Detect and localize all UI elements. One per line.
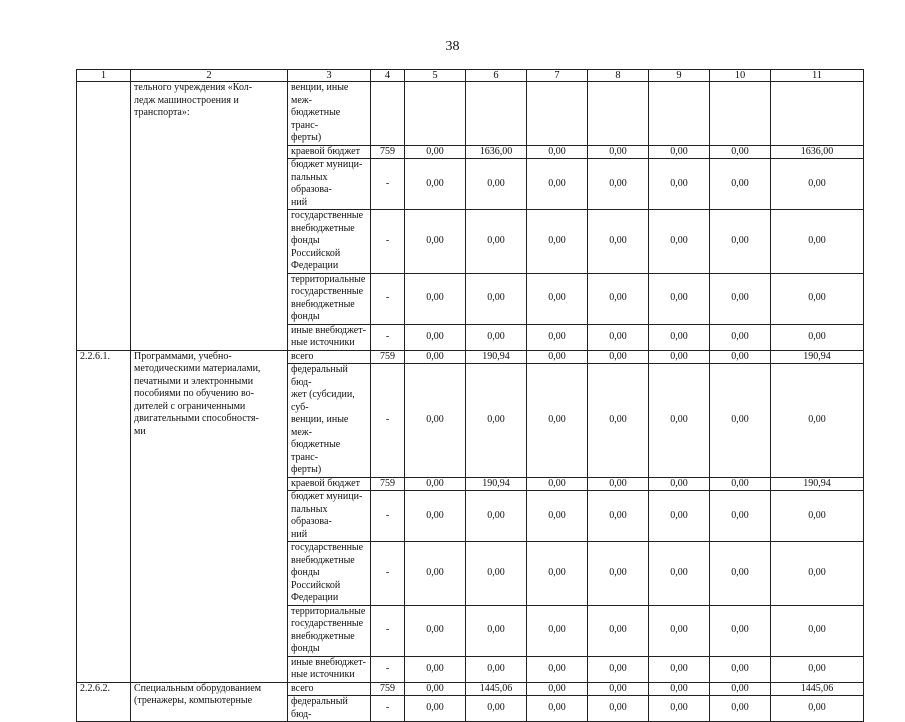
cell-amount: 0,00 [710, 145, 771, 159]
table-row [77, 350, 864, 364]
cell-amount: 0,00 [527, 656, 588, 682]
cell-amount [771, 82, 864, 146]
item-name: Специальным оборудованием (тренажеры, компьютерные [131, 682, 288, 722]
cell-amount: 0,00 [649, 273, 710, 324]
cell-amount: 0,00 [588, 682, 649, 696]
funding-source: всего [288, 682, 371, 696]
cell-amount: 0,00 [649, 159, 710, 210]
funding-source: территориальные государственные внебюджетные фонды [288, 605, 371, 656]
funding-source: краевой бюджет [288, 477, 371, 491]
cell-amount: 0,00 [588, 696, 649, 722]
header-row [77, 70, 864, 82]
funding-source: государственные внебюджетные фонды Российской Федерации [288, 210, 371, 274]
cell-amount: 0,00 [527, 696, 588, 722]
table-row [77, 682, 864, 696]
cell-amount: 0,00 [710, 682, 771, 696]
cell-amount: 0,00 [588, 605, 649, 656]
cell-amount: 0,00 [710, 605, 771, 656]
cell-amount: 0,00 [649, 324, 710, 350]
cell-amount: 0,00 [405, 350, 466, 364]
cell-amount: 0,00 [405, 324, 466, 350]
budget-table [76, 69, 864, 722]
item-name: тельного учреждения «Кол- ледж машиностроения и транспорта»: [131, 82, 288, 351]
cell-amount: 0,00 [649, 210, 710, 274]
cell-amount: 0,00 [405, 682, 466, 696]
cell-amount: 0,00 [771, 656, 864, 682]
cell-amount: 0,00 [649, 656, 710, 682]
cell-amount: 0,00 [405, 491, 466, 542]
cell-amount: 0,00 [710, 477, 771, 491]
cell-code: 759 [371, 145, 405, 159]
cell-amount: 0,00 [771, 605, 864, 656]
cell-amount [588, 82, 649, 146]
cell-amount: 0,00 [771, 159, 864, 210]
cell-code: 759 [371, 682, 405, 696]
cell-amount: 0,00 [710, 273, 771, 324]
cell-amount: 0,00 [771, 696, 864, 722]
cell-amount: 0,00 [710, 696, 771, 722]
cell-amount: 190,94 [771, 350, 864, 364]
table-row [77, 82, 864, 146]
cell-amount: 0,00 [405, 210, 466, 274]
cell-amount: 0,00 [405, 159, 466, 210]
cell-amount: 190,94 [466, 350, 527, 364]
cell-amount [649, 82, 710, 146]
funding-source: иные внебюджет- ные источники [288, 656, 371, 682]
cell-amount: 0,00 [527, 542, 588, 606]
cell-amount: 1445,06 [466, 682, 527, 696]
cell-amount: 1445,06 [771, 682, 864, 696]
cell-amount: 1636,00 [771, 145, 864, 159]
cell-amount: 0,00 [466, 605, 527, 656]
cell-code [371, 82, 405, 146]
cell-amount: 0,00 [771, 491, 864, 542]
cell-amount: 0,00 [649, 364, 710, 478]
cell-amount: 0,00 [527, 682, 588, 696]
funding-source: иные внебюджет- ные источники [288, 324, 371, 350]
cell-amount: 0,00 [771, 273, 864, 324]
cell-amount: 0,00 [588, 324, 649, 350]
column-header: 1 [77, 70, 131, 82]
item-code: 2.2.6.1. [77, 350, 131, 682]
cell-code: - [371, 491, 405, 542]
funding-source: территориальные государственные внебюджетные фонды [288, 273, 371, 324]
funding-source: краевой бюджет [288, 145, 371, 159]
cell-amount: 0,00 [527, 491, 588, 542]
cell-amount: 0,00 [771, 364, 864, 478]
cell-amount: 0,00 [710, 364, 771, 478]
cell-amount: 0,00 [771, 542, 864, 606]
funding-source: всего [288, 350, 371, 364]
cell-amount: 0,00 [466, 696, 527, 722]
cell-amount: 0,00 [649, 145, 710, 159]
item-code [77, 82, 131, 351]
cell-amount: 190,94 [771, 477, 864, 491]
cell-amount: 0,00 [588, 364, 649, 478]
cell-code: - [371, 542, 405, 606]
cell-amount: 0,00 [527, 145, 588, 159]
cell-code: - [371, 364, 405, 478]
cell-amount: 1636,00 [466, 145, 527, 159]
cell-code: - [371, 273, 405, 324]
column-header: 11 [771, 70, 864, 82]
cell-amount: 0,00 [466, 364, 527, 478]
cell-code: - [371, 696, 405, 722]
cell-amount: 0,00 [710, 324, 771, 350]
cell-amount: 190,94 [466, 477, 527, 491]
funding-source: государственные внебюджетные фонды Российской Федерации [288, 542, 371, 606]
cell-amount: 0,00 [405, 145, 466, 159]
column-header: 7 [527, 70, 588, 82]
cell-amount: 0,00 [710, 656, 771, 682]
cell-code: - [371, 656, 405, 682]
cell-amount: 0,00 [405, 273, 466, 324]
funding-source: бюджет муници- пальных образова- ний [288, 491, 371, 542]
cell-amount: 0,00 [466, 324, 527, 350]
cell-amount: 0,00 [710, 350, 771, 364]
column-header: 10 [710, 70, 771, 82]
cell-amount: 0,00 [466, 273, 527, 324]
cell-amount: 0,00 [405, 364, 466, 478]
cell-amount: 0,00 [527, 350, 588, 364]
cell-amount: 0,00 [527, 159, 588, 210]
column-header: 5 [405, 70, 466, 82]
cell-amount [466, 82, 527, 146]
cell-amount: 0,00 [710, 542, 771, 606]
cell-amount: 0,00 [588, 210, 649, 274]
cell-amount: 0,00 [588, 159, 649, 210]
cell-amount: 0,00 [588, 656, 649, 682]
cell-amount: 0,00 [405, 656, 466, 682]
cell-amount: 0,00 [588, 491, 649, 542]
cell-amount: 0,00 [527, 210, 588, 274]
funding-source: федеральный бюд- жет (субсидии, суб- венции, иные меж- бюджетные транс- ферты) [288, 364, 371, 478]
cell-amount: 0,00 [588, 273, 649, 324]
cell-amount: 0,00 [527, 273, 588, 324]
cell-amount: 0,00 [588, 145, 649, 159]
cell-code: 759 [371, 477, 405, 491]
cell-amount: 0,00 [466, 159, 527, 210]
item-name: Программами, учебно- методическими материалами, печатными и электронными пособиями по обучению во- дителей с ограниченными двигательными способностя- ми [131, 350, 288, 682]
column-header: 6 [466, 70, 527, 82]
cell-amount: 0,00 [649, 350, 710, 364]
funding-source: федеральный бюд- [288, 696, 371, 722]
funding-source: бюджет муници- пальных образова- ний [288, 159, 371, 210]
cell-amount: 0,00 [588, 350, 649, 364]
column-header: 8 [588, 70, 649, 82]
cell-amount: 0,00 [649, 682, 710, 696]
cell-code: - [371, 324, 405, 350]
cell-amount: 0,00 [771, 324, 864, 350]
cell-amount: 0,00 [405, 696, 466, 722]
column-header: 9 [649, 70, 710, 82]
cell-amount: 0,00 [466, 210, 527, 274]
cell-amount: 0,00 [649, 542, 710, 606]
cell-amount: 0,00 [710, 210, 771, 274]
cell-amount: 0,00 [405, 477, 466, 491]
cell-amount: 0,00 [466, 656, 527, 682]
cell-amount [527, 82, 588, 146]
page-number: 38 [445, 39, 460, 54]
item-code: 2.2.6.2. [77, 682, 131, 722]
cell-amount: 0,00 [588, 542, 649, 606]
cell-amount: 0,00 [771, 210, 864, 274]
cell-amount: 0,00 [588, 477, 649, 491]
cell-amount: 0,00 [527, 364, 588, 478]
cell-amount: 0,00 [527, 477, 588, 491]
funding-source: венции, иные меж- бюджетные транс- ферты) [288, 82, 371, 146]
cell-code: 759 [371, 350, 405, 364]
cell-amount [405, 82, 466, 146]
cell-amount: 0,00 [466, 491, 527, 542]
cell-code: - [371, 605, 405, 656]
cell-amount: 0,00 [649, 477, 710, 491]
cell-amount: 0,00 [649, 605, 710, 656]
column-header: 3 [288, 70, 371, 82]
cell-amount: 0,00 [405, 605, 466, 656]
cell-amount: 0,00 [710, 491, 771, 542]
cell-amount: 0,00 [649, 491, 710, 542]
cell-code: - [371, 159, 405, 210]
column-header: 2 [131, 70, 288, 82]
cell-amount: 0,00 [405, 542, 466, 606]
cell-amount: 0,00 [466, 542, 527, 606]
cell-amount: 0,00 [710, 159, 771, 210]
cell-code: - [371, 210, 405, 274]
cell-amount: 0,00 [527, 324, 588, 350]
cell-amount [710, 82, 771, 146]
column-header: 4 [371, 70, 405, 82]
cell-amount: 0,00 [649, 696, 710, 722]
cell-amount: 0,00 [527, 605, 588, 656]
